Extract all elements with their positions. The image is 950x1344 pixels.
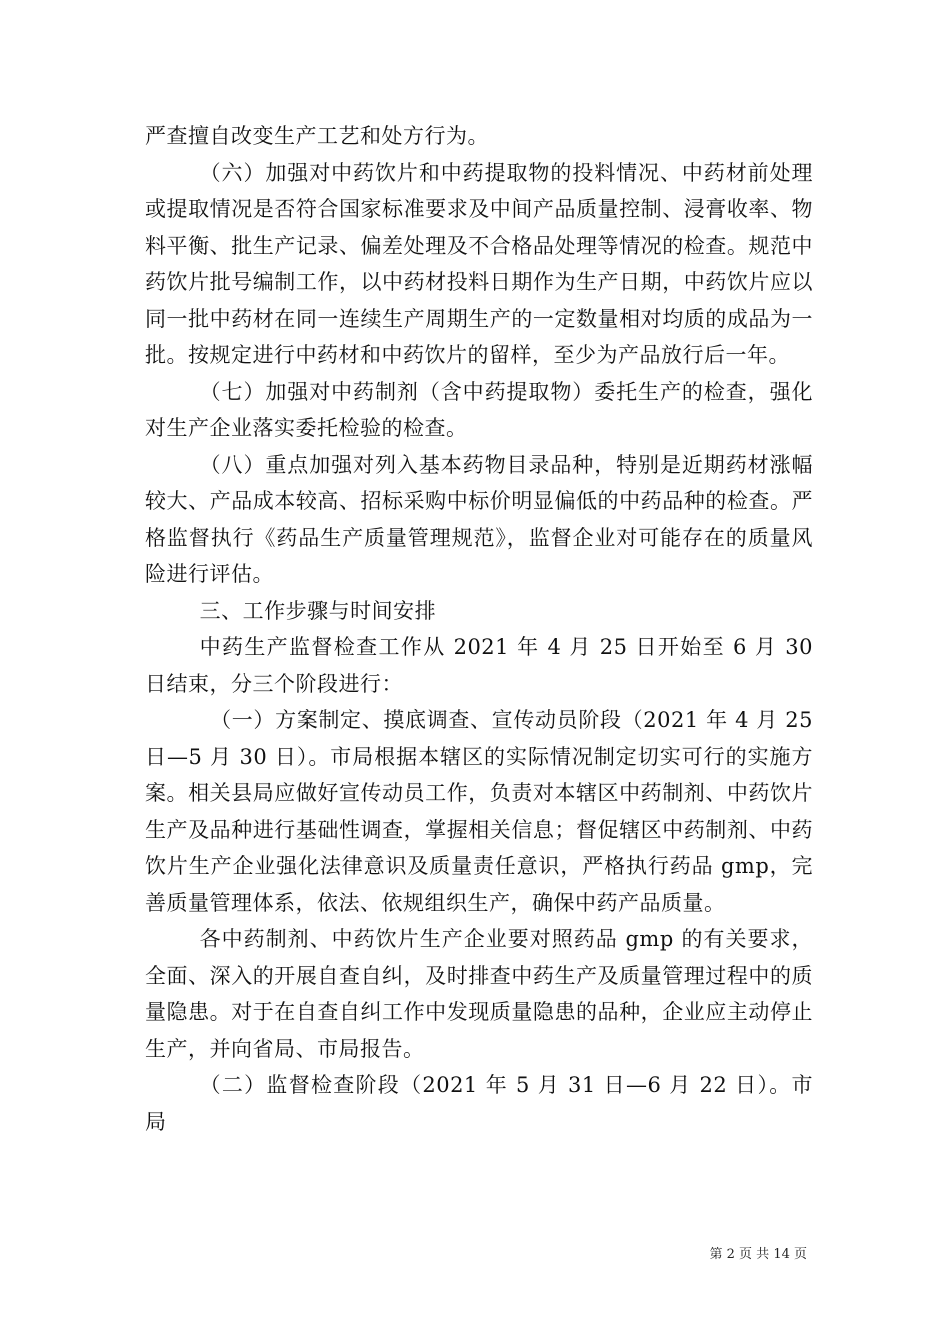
document-body bbox=[145, 118, 813, 1140]
paragraph-stage-2: （二）监督检查阶段（2021 年 5 月 31 日—6 月 22 日）。市局 bbox=[145, 1073, 813, 1134]
paragraph-self-inspection: 各中药制剂、中药饮片生产企业要对照药品 gmp 的有关要求，全面、深入的开展自查自纠，及时排查中药生产及质量管理过程中的质量隐患。对于在自查自纠工作中发现质量隐患的品种，企业应主动停止生产，并向省局、市局报告。 bbox=[145, 927, 813, 1061]
paragraph-item-8: （八）重点加强对列入基本药物目录品种，特别是近期药材涨幅较大、产品成本较高、招标采购中标价明显偏低的中药品种的检查。严格监督执行《药品生产质量管理规范》，监督企业对可能存在的质量风险进行评估。 bbox=[145, 452, 813, 586]
paragraph-schedule-intro: 中药生产监督检查工作从 2021 年 4 月 25 日开始至 6 月 30 日结束，分三个阶段进行： bbox=[145, 635, 813, 696]
paragraph-continuation: 严查擅自改变生产工艺和处方行为。 bbox=[145, 124, 489, 148]
page-number: 第 2 页 共 14 页 bbox=[709, 1247, 807, 1262]
paragraph-stage-1: （一）方案制定、摸底调查、宣传动员阶段（2021 年 4 月 25 日—5 月 30 日）。市局根据本辖区的实际情况制定切实可行的实施方案。相关县局应做好宣传动员工作，负责对本辖区中药制剂、中药饮片生产及品种进行基础性调查，掌握相关信息；督促辖区中药制剂、中药饮片生产企业强化法律意识及质量责任意识，严格执行药品 gmp，完善质量管理体系，依法、依规组织生产，确保中药产品质量。 bbox=[145, 708, 813, 915]
paragraph-item-7: （七）加强对中药制剂（含中药提取物）委托生产的检查，强化对生产企业落实委托检验的检查。 bbox=[145, 379, 813, 440]
section-heading-3: 三、工作步骤与时间安排 bbox=[199, 598, 437, 623]
paragraph-item-6: （六）加强对中药饮片和中药提取物的投料情况、中药材前处理或提取情况是否符合国家标准要求及中间产品质量控制、浸膏收率、物料平衡、批生产记录、偏差处理及不合格品处理等情况的检查。规范中药饮片批号编制工作，以中药材投料日期作为生产日期，中药饮片应以同一批中药材在同一连续生产周期生产的一定数量相对均质的成品为一批。按规定进行中药材和中药饮片的留样，至少为产品放行后一年。 bbox=[145, 160, 813, 367]
